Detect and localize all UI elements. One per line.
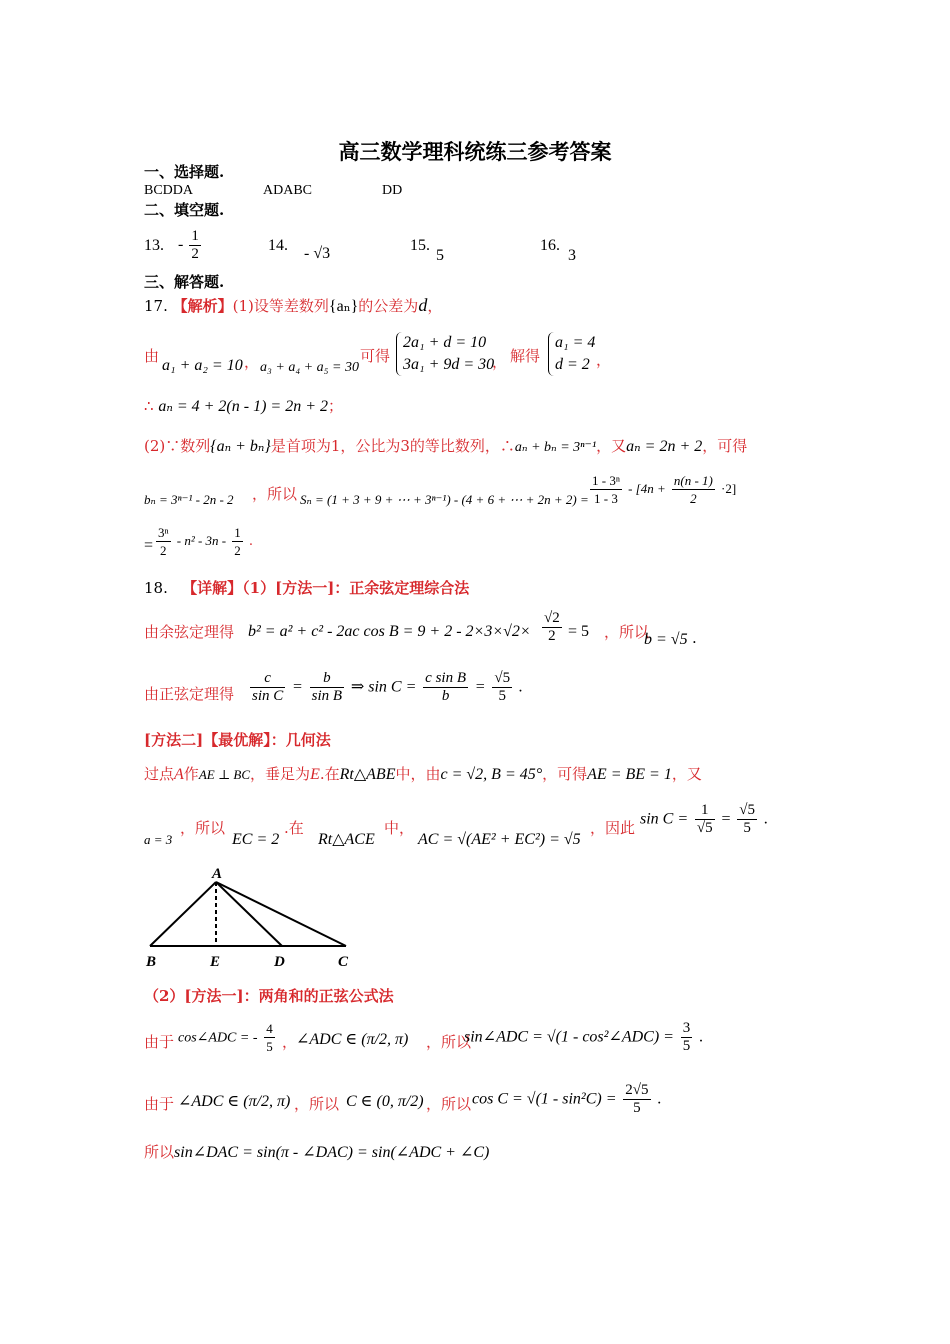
fraction [264,1020,275,1055]
fraction [423,670,468,705]
q18-text: ，垂足为 [250,765,311,783]
q17-tag: 【解析】 [172,297,233,315]
eq-c-range: C ∈ (0, π/2) [346,1093,424,1110]
seq-an: {aₙ} [328,298,359,315]
fraction-denominator: 5 [266,1039,273,1054]
fill-16-num: 16. [540,237,560,254]
q18-text: 由于 [144,1033,175,1051]
q18-text: ，因此 [590,819,636,837]
q18-text: ，可得 [542,765,588,783]
fraction [681,1020,693,1055]
q17-line-4 [144,436,747,458]
section-solution-heading: 三、解答题. [144,273,225,291]
q18-text: ，所以 [180,819,226,837]
fraction-numerator: 3ⁿ [158,525,169,540]
eq-ac: AC = √(AE² + EC²) = √5 [418,831,581,848]
q17-line-1 [144,295,442,317]
eq-ae-be: AE = BE = 1 [587,766,672,783]
math-text: ⇒ sin C = [350,678,417,696]
part-2-heading: （2）[方法一]：两角和的正弦公式法 [144,987,394,1005]
fraction [623,1082,650,1117]
q18-text: 作 [183,765,199,783]
eq-result: = 5 [568,623,590,640]
point-label: A [174,766,184,783]
eq-an-2: aₙ = 2n + 2 [626,438,703,455]
math-text: - n² - 3n - [176,533,227,548]
q18-line-1 [144,578,469,598]
segment-ab [150,882,216,946]
eq-angle-range: ∠ADC ∈ (π/2, π) [296,1031,409,1048]
fill-13-fraction [189,228,201,263]
section-choice-heading: 一、选择题. [144,163,225,181]
eq-a1-a2: a₁ + a₂ = 10 [162,357,243,374]
q17-text: (2)∵数列 [144,437,211,455]
eq-b: b = √5 [644,631,688,648]
fraction-denominator: 2 [234,543,241,558]
fraction-denominator: sin C [252,688,284,704]
fill-14-value: - √3 [304,245,331,262]
fraction-numerator: 1 [191,228,199,244]
label-d: D [274,954,285,970]
fraction-numerator: c sin B [425,670,466,686]
choice-answers-group-1: BCDDA [144,183,194,198]
eq-cos-c: cos C = √(1 - sin²C) = [472,1090,617,1108]
fraction-numerator: √5 [494,670,511,686]
fill-15-num: 15. [410,237,430,254]
triangle-ace: Rt△ACE [318,831,375,848]
eq-a3-a4-a5: a₃ + a₄ + a₅ = 30 [260,360,359,375]
q18-text: 中，由 [395,765,441,783]
q18-text: ，所以 [426,1095,472,1113]
q18-text: .在 [284,819,304,837]
q18-number: 18. [144,579,168,597]
fraction [310,670,344,705]
q18-text: ，所以 [604,623,650,641]
triangle-abe: Rt△ABE [339,766,396,783]
q17-text: 的公差为 [358,297,419,315]
segment-ac [216,882,346,946]
q18-text: .在 [319,765,340,783]
q17-text: ，可得 [702,437,748,455]
q18-text: 所以 [144,1143,175,1161]
q17-text: ， [427,297,443,315]
fraction-numerator: c [250,670,285,688]
math-text: = [721,810,731,828]
q17-text: ， [492,353,508,371]
choice-answers [144,181,402,201]
q18-text: 由余弦定理得 [144,623,235,641]
fill-14-num: 14. [268,237,288,254]
page-title: 高三数学理科统练三参考答案 [338,139,612,164]
fraction [672,472,715,507]
q17-text: ，又 [596,437,627,455]
fraction-numerator: √2 [544,610,560,626]
q18-text: ，所以 [426,1033,472,1051]
fill-15-value: 5 [436,247,444,264]
method-2-heading: [方法二]【最优解】：几何法 [144,731,331,749]
math-text: . [763,810,768,828]
eq-sin-dac: sin∠DAC = sin(π - ∠DAC) = sin(∠ADC + ∠C) [174,1144,490,1161]
fraction-numerator: 3 [682,1020,691,1036]
q17-text: ， [596,351,612,369]
sine-law-expr [248,670,523,705]
math-text: . [518,678,523,696]
choice-answers-group-3: DD [382,183,403,198]
math-text: = [474,678,486,696]
fraction-denominator: √5 [696,820,713,836]
q17-text: 是首项为1，公比为3的等比数列，∴ [270,437,515,455]
math-text: = [292,678,303,696]
fraction-denominator: b [441,688,450,704]
fraction [250,670,285,705]
math-text: ·2] [721,481,737,496]
q17-text: ， [244,353,260,371]
eq-an-bn: aₙ + bₙ = 3ⁿ⁻¹ [514,440,597,455]
eq-perpendicular: AE ⊥ BC [198,767,251,782]
q17-text: ； [327,397,343,415]
q18-text: ，又 [671,765,702,783]
segment-ad [216,882,282,946]
fraction-numerator: b [310,670,344,688]
fraction-numerator: 1 - 3ⁿ [592,473,620,488]
eq-sn: Sₙ = (1 + 3 + 9 + ⋯ + 3ⁿ⁻¹) - (4 + 6 + ⋯ + 2n + 2) = [300,492,589,507]
q17-text: 可得 [360,347,391,365]
q18-text: 由正弦定理得 [144,685,235,703]
point-label: E [310,766,320,783]
fraction [590,472,622,507]
fraction-denominator: 2 [548,628,556,644]
fraction [695,802,715,837]
system-row: d = 2 [555,356,590,373]
triangle-figure [140,862,370,974]
fraction-denominator: 2 [191,246,199,262]
q18-line-5 [144,764,702,785]
fraction [492,670,512,705]
q17-text: ，所以 [252,485,298,503]
system-row: 3a₁ + 9d = 30 [403,356,495,373]
fraction-denominator: sin B [311,688,343,704]
math-text: . [657,1090,662,1108]
system-row: a₁ = 4 [555,334,596,351]
choice-answers-group-2: ADABC [263,183,313,198]
q17-text: . [248,534,254,549]
system-row: 2a₁ + d = 10 [403,334,487,351]
eq-sin-adc: sin∠ADC = √(1 - cos²∠ADC) = [464,1028,674,1046]
q17-text: 由 [144,347,160,365]
eq-bn: bₙ = 3ⁿ⁻¹ - 2n - 2 [144,492,234,507]
therefore-symbol: ∴ [144,397,154,415]
section-fill-heading: 二、填空题. [144,201,225,219]
eq-cosine-law: b² = a² + c² - 2ac cos B = 9 + 2 - 2×3×√2× [248,623,531,640]
math-text: sin C = [640,810,689,828]
label-e: E [210,954,221,970]
math-text: . [699,1028,704,1046]
eq-a: a = 3 [144,832,173,847]
eq-an: aₙ = 4 + 2(n - 1) = 2n + 2 [158,398,328,415]
sn-tail [588,472,736,507]
fraction-denominator: 5 [498,688,506,704]
q17-text: 解得 [510,347,541,365]
fraction-denominator: 5 [682,1038,691,1054]
fraction-denominator: 2 [690,491,697,506]
eq-ec: EC = 2 [232,831,280,848]
fill-13-sign: - [178,236,184,254]
fraction-denominator: 2 [160,543,167,558]
fraction-denominator: 5 [743,820,751,836]
fill-13-num: 13. [144,237,164,254]
eq-cos-adc: cos∠ADC = - [178,1030,258,1046]
q18-text: 过点 [144,765,175,783]
q18-text: 由于 [144,1095,175,1113]
q18-text: 中， [384,819,415,837]
fraction-denominator: 5 [633,1100,641,1116]
fraction-numerator: 2√5 [625,1082,649,1098]
fraction-numerator: 1 [695,802,715,820]
fraction-numerator: n(n - 1) [673,473,713,488]
q18-text: ，所以 [294,1095,340,1113]
fill-16-value: 3 [568,247,576,264]
math-text: = [144,537,154,554]
fraction-numerator: 4 [266,1021,273,1036]
var-d: d [418,295,428,315]
math-text: - [4n + [628,481,666,496]
fraction-numerator: 1 [234,525,241,540]
q18-text: . [692,629,697,647]
q18-line-10 [144,1142,489,1163]
q18-text: ， [282,1033,298,1051]
q18-tag: 【详解】（1）[方法一]：正余弦定理综合法 [182,579,470,597]
system-equations-1 [396,332,494,376]
fraction-denominator: 1 - 3 [594,491,618,506]
fraction [542,610,562,645]
eq-given: c = √2, B = 45° [440,766,543,783]
q17-line-3 [144,396,343,417]
label-b: B [146,954,157,970]
fraction [737,802,757,837]
label-a: A [212,866,223,882]
fraction [156,524,171,559]
q17-number: 17. [144,297,168,315]
q17-text: (1)设等差数列 [232,297,329,315]
label-c: C [338,954,349,970]
seq-an-bn: {aₙ + bₙ} [210,438,271,455]
eq-angle-range: ∠ADC ∈ (π/2, π) [178,1093,291,1110]
fraction [232,524,243,559]
system-equations-2 [548,332,595,376]
fraction-numerator: √5 [739,802,755,818]
